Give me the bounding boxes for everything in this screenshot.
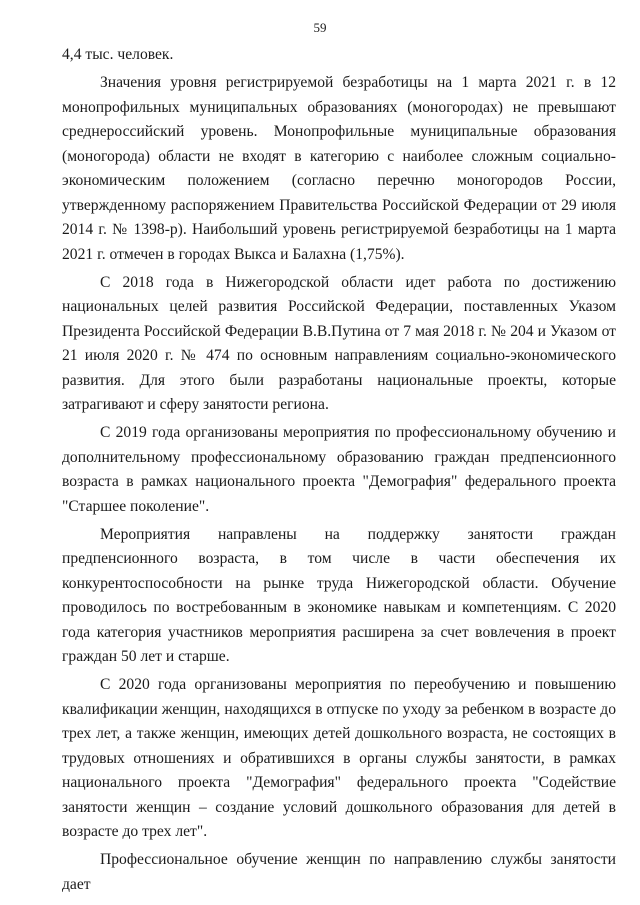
paragraph-national-goals: С 2018 года в Нижегородской области идет работа по достижению национальных целей развития Российской Федерации, поставленных Указом Президента Российской Федерации В.В.Путина от 7 мая 2018 г. № 204 и Указом от 21 июля 2020 г. № 474 по основным направлениям социально-экономического развития. Для этого были разработаны национальные проекты, которые затрагивают и сферу занятости региона.	[62, 273, 616, 413]
paragraph-preretirement-training: С 2019 года организованы мероприятия по профессиональному обучению и дополнительному профессиональному образованию граждан предпенсионного возраста в рамках национального проекта "Демография" федерального проекта "Старшее поколение".	[62, 424, 616, 515]
page-number: 59	[313, 20, 327, 35]
paragraph-unemployment-monotowns: Значения уровня регистрируемой безработицы на 1 марта 2021 г. в 12 монопрофильных муниципальных образованиях (моногородах) не превышают среднероссийский уровень. Монопрофильные муниципальные образования (моногорода) области не входят в категорию с наиболее сложным социально-экономическим положением (согласно перечню моногородов России, утвержденному распоряжением Правительства Российской Федерации от 29 июля 2014 г. № 1398-р). Наибольший уровень регистрируемой безработицы на 1 марта 2021 г. отмечен в городах Выкса и Балахна (1,75%).	[62, 74, 616, 263]
paragraph-preretirement-support: Мероприятия направлены на поддержку занятости граждан предпенсионного возраста, в том числе в части обеспечения их конкурентоспособности на рынке труда Нижегородской области. Обучение проводилось по востребованным в экономике навыкам и компетенциям. С 2020 года категория участников мероприятия расширена за счет вовлечения в проект граждан 50 лет и старше.	[62, 525, 616, 665]
document-body	[62, 43, 616, 901]
paragraph-continuation: 4,4 тыс. человек.	[62, 46, 174, 63]
paragraph-women-retraining: С 2020 года организованы мероприятия по переобучению и повышению квалификации женщин, находящихся в отпуске по уходу за ребенком в возрасте до трех лет, а также женщин, имеющих детей дошкольного возраста, не состоящих в трудовых отношениях и обратившихся в органы службы занятости, в рамках национального проекта "Демография" федерального проекта "Содействие занятости женщин – создание условий дошкольного образования для детей в возрасте до трех лет".	[62, 676, 616, 840]
paragraph-women-training: Профессиональное обучение женщин по направлению службы занятости дает	[62, 851, 616, 893]
